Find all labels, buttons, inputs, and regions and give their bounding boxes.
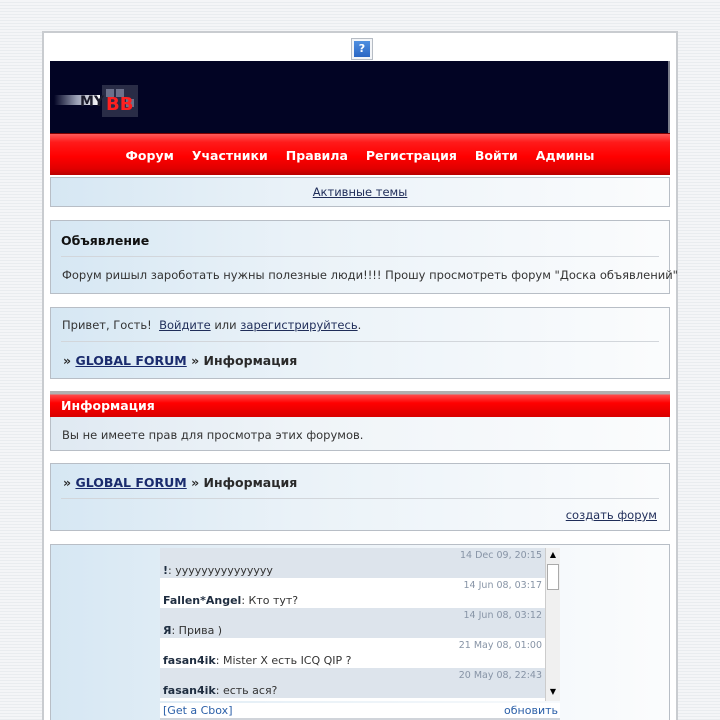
- mybb-logo: [54, 83, 142, 119]
- register-link[interactable]: зарегистрируйтесь: [240, 318, 358, 332]
- message-text: : yyyyyyyyyyyyyyy: [168, 564, 273, 577]
- breadcrumb-panel: [50, 463, 670, 531]
- header-banner: [50, 61, 670, 133]
- breadcrumb-prefix: »: [63, 353, 72, 368]
- chat-message: [160, 548, 560, 578]
- message-time: 14 Dec 09, 20:15: [459, 550, 542, 561]
- nav-register[interactable]: Регистрация: [365, 148, 457, 163]
- main-nav: [50, 133, 670, 175]
- breadcrumb-prefix: »: [63, 475, 72, 490]
- chat-panel: [50, 544, 670, 720]
- create-forum-link[interactable]: создать форум: [565, 508, 657, 522]
- breadcrumb-forum-link[interactable]: GLOBAL FORUM: [75, 475, 187, 490]
- divider: [61, 341, 659, 342]
- breadcrumb-separator: »: [191, 353, 200, 368]
- message-text: : Прива ): [171, 624, 223, 637]
- info-panel: [50, 391, 670, 451]
- breadcrumb: [63, 353, 297, 368]
- breadcrumb: [63, 475, 297, 490]
- svg-text:MY: MY: [80, 94, 105, 110]
- info-title: Информация: [50, 391, 670, 417]
- message-author[interactable]: fasan4ik: [163, 654, 216, 667]
- announcement-text: Форум ришыл зароботать нужны полезные люди!!!! Прошу просмотреть форум "Доска объявлений": [62, 268, 678, 282]
- login-link[interactable]: Войдите: [159, 318, 211, 332]
- message-time: 21 May 08, 01:00: [458, 640, 542, 651]
- page-frame: [42, 31, 678, 720]
- chat-message: [160, 608, 560, 638]
- breadcrumb-current: Информация: [203, 353, 298, 368]
- chat-message: [160, 578, 560, 608]
- divider: [61, 256, 659, 257]
- greeting: Привет, Гость!: [62, 318, 152, 332]
- nav-forum[interactable]: Форум: [125, 148, 174, 163]
- message-time: 14 Jun 08, 03:12: [463, 610, 542, 621]
- breadcrumb-current: Информация: [203, 475, 298, 490]
- chat-footer: [160, 703, 560, 720]
- announcement-panel: [50, 220, 678, 294]
- or-text: или: [214, 318, 237, 332]
- scroll-up-arrow-icon[interactable]: ▲: [549, 550, 557, 559]
- period: .: [357, 318, 362, 332]
- welcome-panel: [50, 307, 670, 379]
- nav-rules[interactable]: Правила: [285, 148, 348, 163]
- scroll-down-arrow-icon[interactable]: ▼: [549, 687, 557, 696]
- message-time: 20 May 08, 22:43: [458, 670, 542, 681]
- welcome-line: [62, 318, 361, 332]
- get-cbox-link[interactable]: [Get a Cbox]: [163, 704, 233, 717]
- help-icon[interactable]: ?: [351, 38, 373, 60]
- refresh-link[interactable]: обновить: [504, 704, 558, 717]
- message-author[interactable]: !: [163, 564, 169, 577]
- chat-scrollbar[interactable]: [545, 548, 560, 701]
- nav-login[interactable]: Войти: [474, 148, 518, 163]
- active-topics-link[interactable]: Активные темы: [312, 185, 408, 199]
- message-author[interactable]: fasan4ik: [163, 684, 216, 697]
- announcement-title: Объявление: [61, 233, 150, 248]
- chat-messages[interactable]: [160, 548, 560, 701]
- breadcrumb-forum-link[interactable]: GLOBAL FORUM: [75, 353, 187, 368]
- scroll-thumb[interactable]: [547, 564, 559, 590]
- divider: [61, 498, 659, 499]
- message-author[interactable]: Я: [163, 624, 172, 637]
- info-text: Вы не имеете прав для просмотра этих форумов.: [62, 428, 364, 442]
- message-text: : Mister X есть ICQ QIP ?: [215, 654, 352, 667]
- chat-message: [160, 668, 560, 698]
- message-time: 14 Jun 08, 03:17: [463, 580, 542, 591]
- nav-admins[interactable]: Админы: [535, 148, 595, 163]
- message-author[interactable]: Fallen*Angel: [163, 594, 242, 607]
- active-topics-panel: [50, 177, 670, 207]
- breadcrumb-separator: »: [191, 475, 200, 490]
- message-text: : Кто тут?: [241, 594, 299, 607]
- message-text: : есть ася?: [215, 684, 278, 697]
- nav-members[interactable]: Участники: [191, 148, 268, 163]
- svg-text:BB: BB: [106, 94, 134, 115]
- chat-message: [160, 638, 560, 668]
